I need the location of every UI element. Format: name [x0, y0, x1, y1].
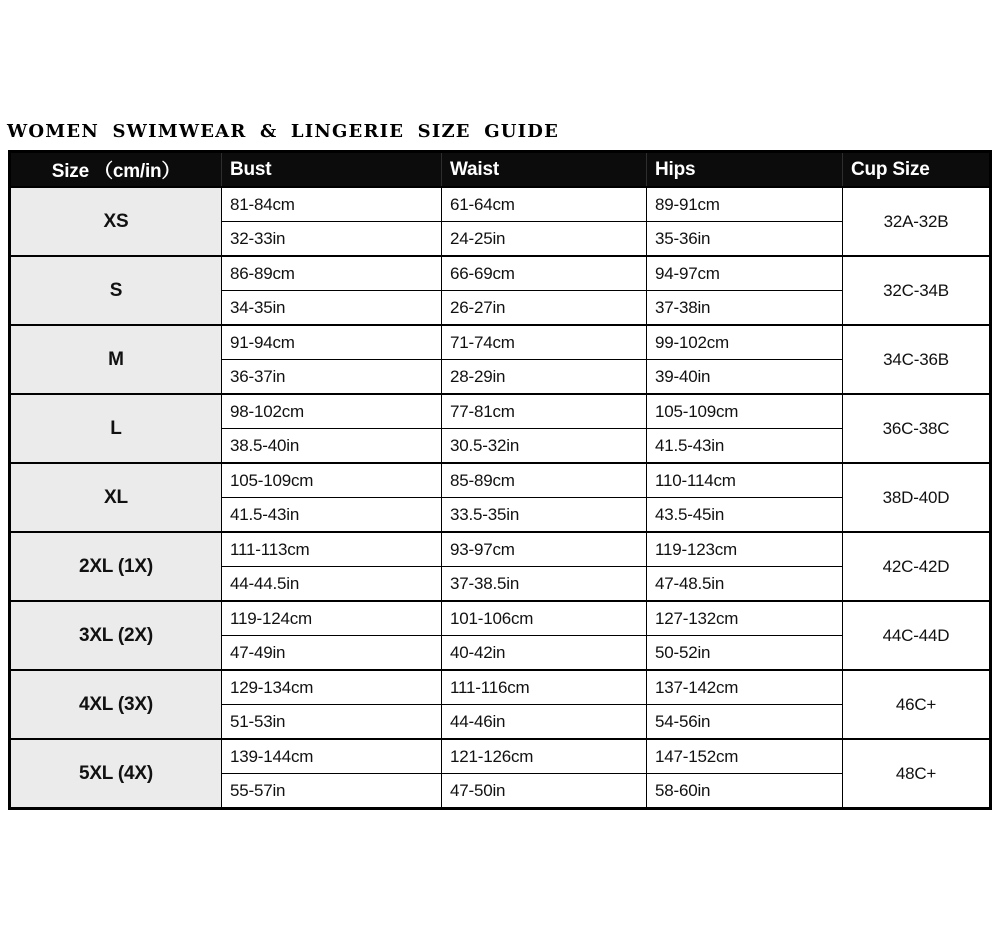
waist-in-cell: 33.5-35in [442, 498, 647, 533]
waist-cm-cell: 66-69cm [442, 256, 647, 291]
hips-in-cell: 41.5-43in [647, 429, 843, 464]
bust-cm-cell: 86-89cm [222, 256, 442, 291]
hips-cm-cell: 119-123cm [647, 532, 843, 567]
table-header-row [10, 152, 991, 188]
hips-cm-cell: 94-97cm [647, 256, 843, 291]
size-table-body [10, 187, 991, 809]
bust-in-cell: 44-44.5in [222, 567, 442, 602]
size-label-cell: 2XL (1X) [10, 532, 222, 601]
hips-in-cell: 47-48.5in [647, 567, 843, 602]
cup-size-cell: 34C-36B [843, 325, 991, 394]
cup-size-cell: 32C-34B [843, 256, 991, 325]
cup-size-cell: 44C-44D [843, 601, 991, 670]
header-waist: Waist [442, 152, 647, 188]
bust-in-cell: 55-57in [222, 774, 442, 809]
bust-cm-cell: 111-113cm [222, 532, 442, 567]
bust-cm-cell: 105-109cm [222, 463, 442, 498]
hips-in-cell: 58-60in [647, 774, 843, 809]
header-hips: Hips [647, 152, 843, 188]
size-label-cell: XS [10, 187, 222, 256]
hips-cm-cell: 147-152cm [647, 739, 843, 774]
table-row-cm [10, 670, 991, 705]
bust-in-cell: 41.5-43in [222, 498, 442, 533]
waist-in-cell: 26-27in [442, 291, 647, 326]
table-row-cm [10, 463, 991, 498]
hips-cm-cell: 137-142cm [647, 670, 843, 705]
bust-cm-cell: 119-124cm [222, 601, 442, 636]
size-label-cell: 4XL (3X) [10, 670, 222, 739]
table-row-cm [10, 532, 991, 567]
waist-cm-cell: 111-116cm [442, 670, 647, 705]
cup-size-cell: 46C+ [843, 670, 991, 739]
table-row-cm [10, 601, 991, 636]
waist-in-cell: 40-42in [442, 636, 647, 671]
bust-cm-cell: 139-144cm [222, 739, 442, 774]
size-label-cell: XL [10, 463, 222, 532]
table-row-cm [10, 256, 991, 291]
hips-in-cell: 35-36in [647, 222, 843, 257]
bust-in-cell: 38.5-40in [222, 429, 442, 464]
table-row-cm [10, 394, 991, 429]
size-guide-table [8, 150, 992, 810]
cup-size-cell: 36C-38C [843, 394, 991, 463]
hips-in-cell: 43.5-45in [647, 498, 843, 533]
bust-in-cell: 51-53in [222, 705, 442, 740]
cup-size-cell: 38D-40D [843, 463, 991, 532]
waist-in-cell: 47-50in [442, 774, 647, 809]
size-label-cell: 3XL (2X) [10, 601, 222, 670]
hips-cm-cell: 89-91cm [647, 187, 843, 222]
table-row-cm [10, 187, 991, 222]
hips-cm-cell: 99-102cm [647, 325, 843, 360]
waist-in-cell: 30.5-32in [442, 429, 647, 464]
waist-cm-cell: 93-97cm [442, 532, 647, 567]
bust-cm-cell: 129-134cm [222, 670, 442, 705]
header-size: Size （cm/in） [10, 152, 222, 188]
bust-cm-cell: 81-84cm [222, 187, 442, 222]
header-cup: Cup Size [843, 152, 991, 188]
waist-in-cell: 37-38.5in [442, 567, 647, 602]
waist-cm-cell: 77-81cm [442, 394, 647, 429]
header-bust: Bust [222, 152, 442, 188]
size-label-cell: 5XL (4X) [10, 739, 222, 809]
bust-in-cell: 36-37in [222, 360, 442, 395]
hips-in-cell: 37-38in [647, 291, 843, 326]
size-label-cell: M [10, 325, 222, 394]
cup-size-cell: 32A-32B [843, 187, 991, 256]
waist-cm-cell: 71-74cm [442, 325, 647, 360]
waist-cm-cell: 85-89cm [442, 463, 647, 498]
page-title: WOMEN SWIMWEAR & LINGERIE SIZE GUIDE [7, 121, 560, 142]
table-row-cm [10, 325, 991, 360]
bust-in-cell: 34-35in [222, 291, 442, 326]
hips-cm-cell: 105-109cm [647, 394, 843, 429]
waist-in-cell: 24-25in [442, 222, 647, 257]
hips-in-cell: 39-40in [647, 360, 843, 395]
waist-in-cell: 28-29in [442, 360, 647, 395]
hips-cm-cell: 110-114cm [647, 463, 843, 498]
bust-in-cell: 47-49in [222, 636, 442, 671]
bust-in-cell: 32-33in [222, 222, 442, 257]
waist-in-cell: 44-46in [442, 705, 647, 740]
hips-cm-cell: 127-132cm [647, 601, 843, 636]
size-label-cell: L [10, 394, 222, 463]
waist-cm-cell: 121-126cm [442, 739, 647, 774]
bust-cm-cell: 98-102cm [222, 394, 442, 429]
hips-in-cell: 54-56in [647, 705, 843, 740]
waist-cm-cell: 101-106cm [442, 601, 647, 636]
size-label-cell: S [10, 256, 222, 325]
bust-cm-cell: 91-94cm [222, 325, 442, 360]
cup-size-cell: 42C-42D [843, 532, 991, 601]
waist-cm-cell: 61-64cm [442, 187, 647, 222]
hips-in-cell: 50-52in [647, 636, 843, 671]
cup-size-cell: 48C+ [843, 739, 991, 809]
table-row-cm [10, 739, 991, 774]
